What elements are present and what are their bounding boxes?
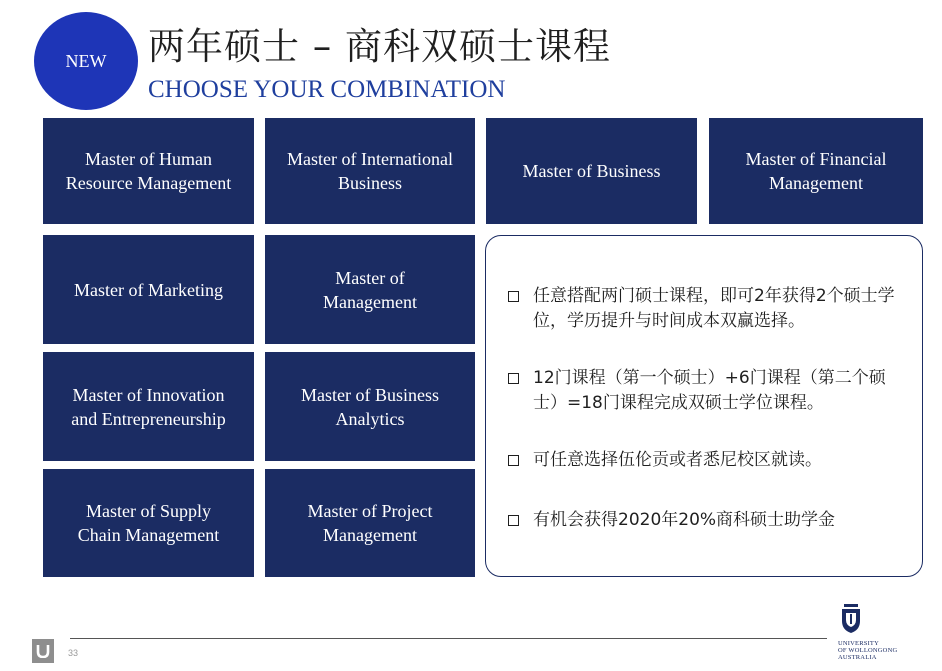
info-bullet xyxy=(508,366,908,416)
program-tile-management xyxy=(265,235,475,344)
program-tile-international-business xyxy=(265,118,475,224)
program-tile-line1: Master of Supply xyxy=(86,501,211,521)
page-title: 两年硕士 – 商科双硕士课程 xyxy=(148,25,612,68)
program-tile-line1: Master of International xyxy=(287,149,453,169)
program-tile-line1: Master of Project xyxy=(307,501,433,521)
program-tile-line2: Business xyxy=(337,173,402,193)
program-tile-line2: Chain Management xyxy=(77,525,220,545)
program-tile-business-analytics xyxy=(265,352,475,461)
footer-divider xyxy=(70,638,827,639)
info-bullet xyxy=(508,284,908,334)
university-wordmark-line: AUSTRALIA xyxy=(838,654,877,661)
program-tile-innovation xyxy=(43,352,254,461)
checkbox-bullet-icon xyxy=(508,373,519,384)
info-bullet xyxy=(508,508,908,533)
university-wordmark xyxy=(838,640,897,661)
checkbox-bullet-icon xyxy=(508,455,519,466)
program-tile-line2: Analytics xyxy=(335,408,405,429)
uow-u-logo-icon xyxy=(32,639,54,663)
program-tile-line1: Master of Business xyxy=(522,161,661,181)
university-wordmark-line: UNIVERSITY xyxy=(838,640,879,647)
program-tile-supply-chain xyxy=(43,469,254,577)
new-badge xyxy=(34,12,138,110)
program-tile-line1: Master of Innovation xyxy=(72,384,225,405)
program-tile-line1: Master of Human xyxy=(85,149,212,169)
u-glyph-icon xyxy=(36,644,50,658)
program-tile-line1: Master of xyxy=(335,267,405,288)
university-crest-icon xyxy=(840,604,862,634)
program-tile-line2: and Entrepreneurship xyxy=(71,408,226,429)
info-bullet-text: 可任意选择伍伦贡或者悉尼校区就读。 xyxy=(533,450,822,470)
program-tile-line1: Master of Financial xyxy=(745,149,887,169)
info-bullet-text: 任意搭配两门硕士课程，即可2年获得2个硕士学位，学历提升与时间成本双赢选择。 xyxy=(533,286,895,331)
university-wordmark-line: OF WOLLONGONG xyxy=(838,647,898,654)
page-subtitle: CHOOSE YOUR COMBINATION xyxy=(148,76,506,103)
checkbox-bullet-icon xyxy=(508,515,519,526)
program-tile-line1: Master of Business xyxy=(301,384,439,405)
program-tile-project-management xyxy=(265,469,475,577)
program-tile-business xyxy=(486,118,697,224)
info-box xyxy=(485,235,923,577)
info-bullet-text: 12门课程（第一个硕士）+6门课程（第二个硕士）=18门课程完成双硕士学位课程。 xyxy=(533,368,886,413)
checkbox-bullet-icon xyxy=(508,291,519,302)
info-bullet-text: 有机会获得2020年20%商科硕士助学金 xyxy=(533,510,836,530)
program-tile-line2: Management xyxy=(323,291,417,312)
program-tile-line2: Management xyxy=(769,173,863,193)
new-badge-label: NEW xyxy=(65,50,107,71)
program-tile-line2: Resource Management xyxy=(65,173,232,193)
program-tile-line2: Management xyxy=(323,525,417,545)
page-number: 33 xyxy=(68,648,79,658)
info-bullet xyxy=(508,448,908,473)
program-tile-hrm xyxy=(43,118,254,224)
program-tile-marketing xyxy=(43,235,254,344)
program-tile-line1: Master of Marketing xyxy=(74,279,223,300)
program-tile-financial-management xyxy=(709,118,923,224)
